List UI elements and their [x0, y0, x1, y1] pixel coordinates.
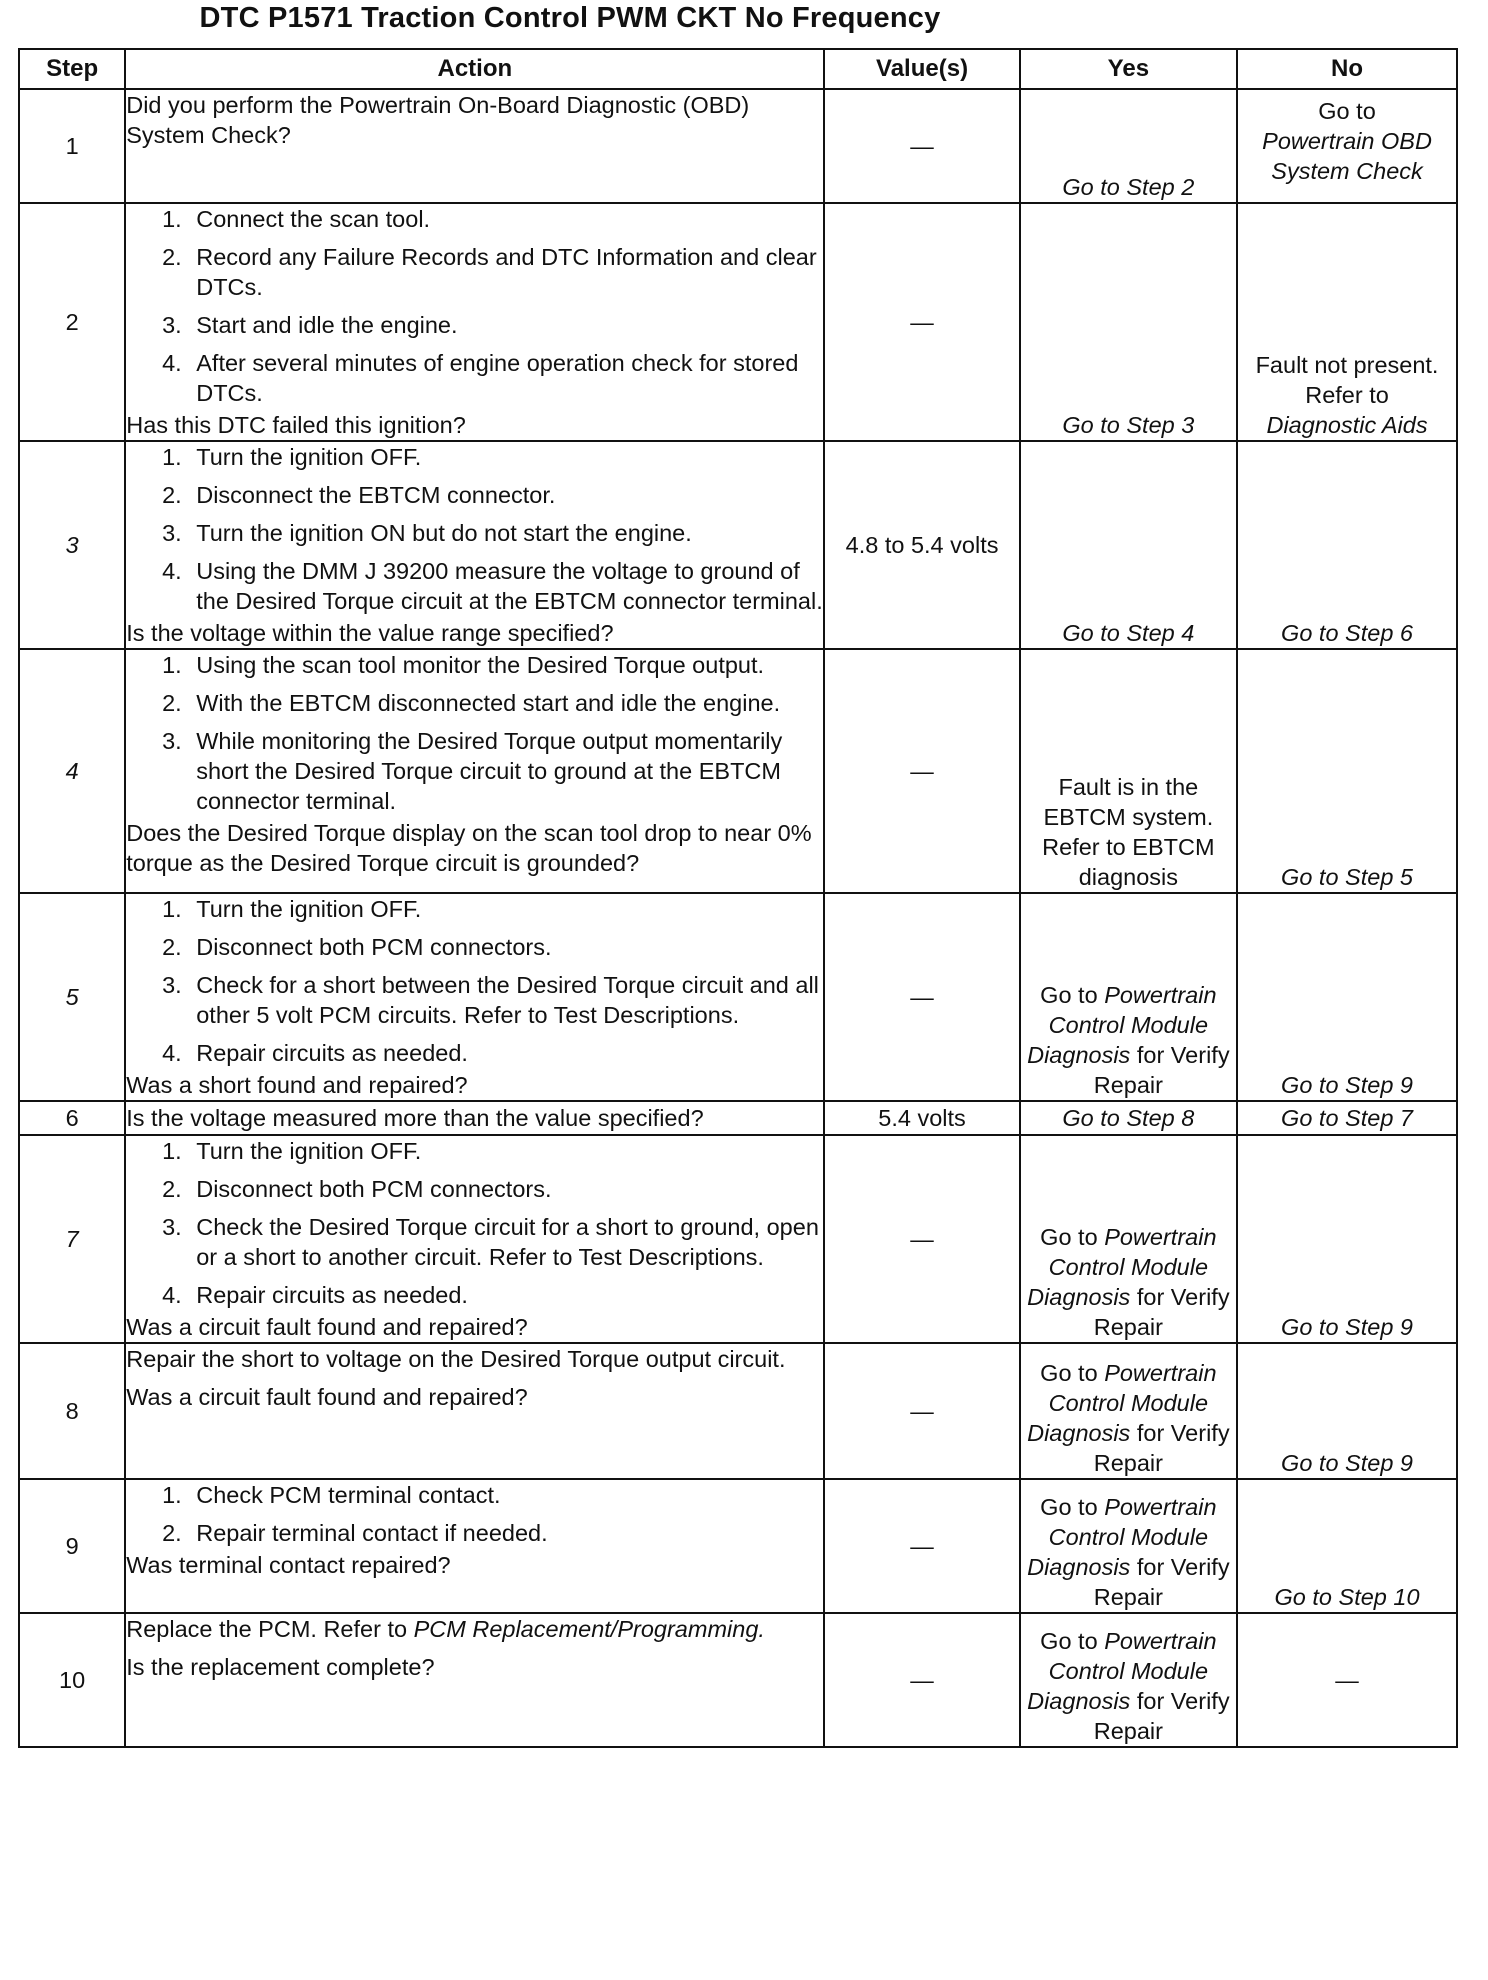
step-number: 9 — [19, 1479, 125, 1613]
action-step: 2. Record any Failure Records and DTC Information and clear DTCs. — [188, 242, 823, 302]
value-cell: 4.8 to 5.4 volts — [824, 441, 1019, 649]
action-cell — [125, 441, 824, 649]
yes-prefix: Go to — [1040, 982, 1098, 1008]
yes-link-text: Powertrain Control Module Diagnosis — [1027, 1494, 1217, 1580]
action-step: 3. Check the Desired Torque circuit for a short to ground, open or a short to another circuit. Refer to Test Descriptions. — [188, 1212, 823, 1272]
yes-suffix: for Verify Repair — [1093, 1688, 1230, 1744]
no-link-text: Diagnostic Aids — [1266, 412, 1428, 438]
yes-cell: Go to Step 8 — [1020, 1101, 1237, 1135]
yes-suffix: for Verify Repair — [1093, 1554, 1230, 1610]
action-step: 1. Check PCM terminal contact. — [188, 1480, 823, 1510]
yes-cell: Fault is in the EBTCM system. Refer to EBTCM diagnosis — [1020, 649, 1237, 893]
action-cell — [125, 1613, 824, 1747]
yes-link-text: Powertrain Control Module Diagnosis — [1027, 1628, 1217, 1714]
step-number: 4 — [19, 649, 125, 893]
action-step: 3. While monitoring the Desired Torque output momentarily short the Desired Torque circuit to ground at the EBTCM connector terminal. — [188, 726, 823, 816]
yes-prefix: Go to — [1040, 1494, 1098, 1520]
action-step: 4. Repair circuits as needed. — [188, 1038, 823, 1068]
action-instruction: Repair the short to voltage on the Desired Torque output circuit. — [126, 1346, 786, 1372]
value-cell: — — [824, 649, 1019, 893]
action-question: Was a short found and repaired? — [126, 1072, 468, 1098]
action-question: Did you perform the Powertrain On-Board Diagnostic (OBD) System Check? — [126, 92, 750, 148]
no-cell: Go to Step 9 — [1237, 1135, 1457, 1343]
action-step: 1. Connect the scan tool. — [188, 204, 823, 234]
no-cell — [1237, 89, 1457, 203]
action-cell — [125, 89, 824, 203]
action-step: 1. Turn the ignition OFF. — [188, 1136, 823, 1166]
action-steps-list — [126, 1136, 823, 1310]
step-number: 6 — [19, 1101, 125, 1135]
yes-suffix: for Verify Repair — [1093, 1420, 1230, 1476]
no-cell: Go to Step 7 — [1237, 1101, 1457, 1135]
yes-cell: Go to Step 4 — [1020, 441, 1237, 649]
no-cell: Go to Step 6 — [1237, 441, 1457, 649]
table-row — [19, 89, 1457, 203]
action-step: 2. With the EBTCM disconnected start and idle the engine. — [188, 688, 823, 718]
yes-cell — [1020, 1343, 1237, 1479]
action-question: Is the voltage within the value range specified? — [126, 620, 614, 646]
yes-cell — [1020, 1613, 1237, 1747]
action-step: 4. After several minutes of engine operation check for stored DTCs. — [188, 348, 823, 408]
diagnostic-table — [18, 48, 1458, 1748]
yes-prefix: Go to — [1040, 1360, 1098, 1386]
action-step: 3. Start and idle the engine. — [188, 310, 823, 340]
action-cell — [125, 1343, 824, 1479]
step-number: 10 — [19, 1613, 125, 1747]
table-row — [19, 1613, 1457, 1747]
action-question: Was a circuit fault found and repaired? — [126, 1384, 528, 1410]
table-row — [19, 1343, 1457, 1479]
no-cell: Go to Step 9 — [1237, 1343, 1457, 1479]
action-cell — [125, 1135, 824, 1343]
no-cell — [1237, 203, 1457, 441]
action-step: 1. Turn the ignition OFF. — [188, 894, 823, 924]
value-cell: 5.4 volts — [824, 1101, 1019, 1135]
action-steps-list — [126, 442, 823, 616]
action-cell — [125, 649, 824, 893]
page-title: DTC P1571 Traction Control PWM CKT No Frequency — [199, 2, 941, 34]
value-cell: — — [824, 203, 1019, 441]
action-steps-list — [126, 1480, 823, 1548]
action-step: 1. Turn the ignition OFF. — [188, 442, 823, 472]
yes-link-text: Powertrain Control Module Diagnosis — [1027, 982, 1217, 1068]
instruction-link-text: PCM Replacement/Programming. — [413, 1616, 765, 1642]
header-values: Value(s) — [824, 49, 1019, 89]
table-row — [19, 893, 1457, 1101]
action-question: Was a circuit fault found and repaired? — [126, 1314, 528, 1340]
yes-suffix: for Verify Repair — [1093, 1284, 1230, 1340]
step-number: 8 — [19, 1343, 125, 1479]
table-row — [19, 1135, 1457, 1343]
table-row — [19, 441, 1457, 649]
step-number: 1 — [19, 89, 125, 203]
header-action: Action — [125, 49, 824, 89]
action-step: 3. Check for a short between the Desired Torque circuit and all other 5 volt PCM circuits. Refer to Test Descriptions. — [188, 970, 823, 1030]
action-step: 2. Disconnect both PCM connectors. — [188, 1174, 823, 1204]
action-step: 4. Using the DMM J 39200 measure the voltage to ground of the Desired Torque circuit at the EBTCM connector terminal. — [188, 556, 823, 616]
yes-cell: Go to Step 3 — [1020, 203, 1237, 441]
value-cell: — — [824, 1135, 1019, 1343]
header-no: No — [1237, 49, 1457, 89]
table-row — [19, 649, 1457, 893]
action-question: Does the Desired Torque display on the scan tool drop to near 0% torque as the Desired Torque circuit is grounded? — [126, 820, 812, 876]
action-steps-list — [126, 894, 823, 1068]
value-cell: — — [824, 1343, 1019, 1479]
value-cell: — — [824, 893, 1019, 1101]
header-step: Step — [19, 49, 125, 89]
step-number: 2 — [19, 203, 125, 441]
no-cell: — — [1237, 1613, 1457, 1747]
action-cell — [125, 203, 824, 441]
action-cell — [125, 893, 824, 1101]
no-cell: Go to Step 5 — [1237, 649, 1457, 893]
action-steps-list — [126, 204, 823, 408]
action-question: Has this DTC failed this ignition? — [126, 412, 466, 438]
table-row — [19, 1101, 1457, 1135]
action-question: Was terminal contact repaired? — [126, 1552, 451, 1578]
action-cell: Is the voltage measured more than the value specified? — [125, 1101, 824, 1135]
action-question: Is the replacement complete? — [126, 1654, 435, 1680]
yes-link-text: Powertrain Control Module Diagnosis — [1027, 1360, 1217, 1446]
value-cell: — — [824, 89, 1019, 203]
yes-cell — [1020, 1135, 1237, 1343]
no-cell: Go to Step 10 — [1237, 1479, 1457, 1613]
header-yes: Yes — [1020, 49, 1237, 89]
yes-cell: Go to Step 2 — [1020, 89, 1237, 203]
action-step: 2. Repair terminal contact if needed. — [188, 1518, 823, 1548]
no-link-text: Powertrain OBD System Check — [1262, 128, 1432, 184]
yes-link-text: Powertrain Control Module Diagnosis — [1027, 1224, 1217, 1310]
value-cell: — — [824, 1479, 1019, 1613]
action-cell — [125, 1479, 824, 1613]
instruction-prefix: Replace the PCM. Refer to — [126, 1616, 408, 1642]
table-header-row — [19, 49, 1457, 89]
yes-prefix: Go to — [1040, 1628, 1098, 1654]
step-number: 5 — [19, 893, 125, 1101]
step-number: 3 — [19, 441, 125, 649]
action-steps-list — [126, 650, 823, 816]
value-cell: — — [824, 1613, 1019, 1747]
yes-cell — [1020, 1479, 1237, 1613]
action-step: 3. Turn the ignition ON but do not start the engine. — [188, 518, 823, 548]
action-step: 2. Disconnect both PCM connectors. — [188, 932, 823, 962]
yes-prefix: Go to — [1040, 1224, 1098, 1250]
table-row — [19, 203, 1457, 441]
yes-cell — [1020, 893, 1237, 1101]
action-step: 4. Repair circuits as needed. — [188, 1280, 823, 1310]
no-cell: Go to Step 9 — [1237, 893, 1457, 1101]
table-row — [19, 1479, 1457, 1613]
step-number: 7 — [19, 1135, 125, 1343]
no-prefix: Go to — [1318, 98, 1376, 124]
no-prefix: Fault not present. Refer to — [1255, 352, 1439, 408]
action-instruction — [126, 1614, 823, 1644]
action-step: 2. Disconnect the EBTCM connector. — [188, 480, 823, 510]
action-step: 1. Using the scan tool monitor the Desired Torque output. — [188, 650, 823, 680]
yes-suffix: for Verify Repair — [1093, 1042, 1230, 1098]
